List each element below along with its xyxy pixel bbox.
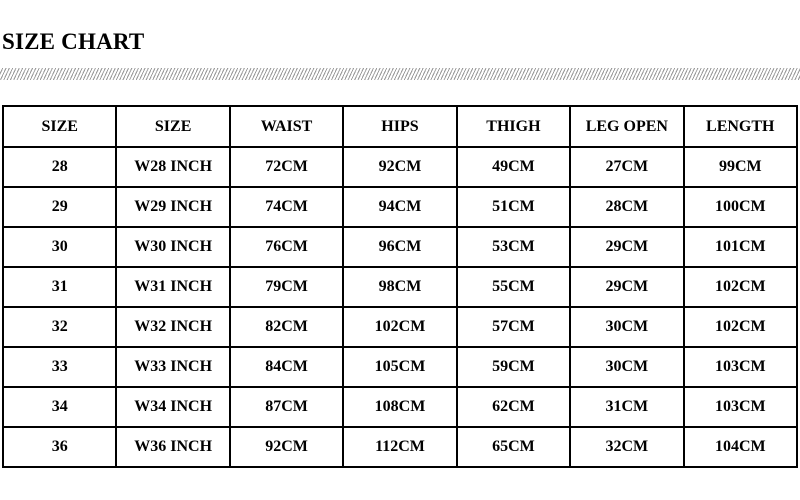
table-cell: 101CM <box>684 227 797 267</box>
table-cell: 33 <box>3 347 116 387</box>
table-header-row <box>3 106 797 147</box>
header-cell: SIZE <box>116 106 229 147</box>
table-cell: 36 <box>3 427 116 467</box>
table-cell: 92CM <box>230 427 343 467</box>
table-cell: 112CM <box>343 427 456 467</box>
table-row <box>3 307 797 347</box>
header-cell: LEG OPEN <box>570 106 683 147</box>
header-cell: SIZE <box>3 106 116 147</box>
hatched-divider <box>0 68 800 80</box>
table-cell: W33 INCH <box>116 347 229 387</box>
table-cell: 32CM <box>570 427 683 467</box>
table-row <box>3 427 797 467</box>
table-cell: 103CM <box>684 347 797 387</box>
table-cell: 59CM <box>457 347 570 387</box>
table-cell: 92CM <box>343 147 456 187</box>
table-cell: W31 INCH <box>116 267 229 307</box>
table-cell: 53CM <box>457 227 570 267</box>
table-cell: W34 INCH <box>116 387 229 427</box>
header-cell: THIGH <box>457 106 570 147</box>
table-cell: 105CM <box>343 347 456 387</box>
table-row <box>3 347 797 387</box>
table-cell: W36 INCH <box>116 427 229 467</box>
table-cell: 31CM <box>570 387 683 427</box>
table-cell: 102CM <box>684 307 797 347</box>
table-row <box>3 227 797 267</box>
table-cell: W32 INCH <box>116 307 229 347</box>
table-cell: 87CM <box>230 387 343 427</box>
table-cell: 28 <box>3 147 116 187</box>
table-cell: 72CM <box>230 147 343 187</box>
table-cell: 29CM <box>570 267 683 307</box>
table-cell: 108CM <box>343 387 456 427</box>
table-cell: 84CM <box>230 347 343 387</box>
table-cell: 51CM <box>457 187 570 227</box>
table-cell: 30 <box>3 227 116 267</box>
table-row <box>3 387 797 427</box>
table-cell: W28 INCH <box>116 147 229 187</box>
table-cell: 57CM <box>457 307 570 347</box>
table-cell: W29 INCH <box>116 187 229 227</box>
table-cell: 29 <box>3 187 116 227</box>
table-cell: 94CM <box>343 187 456 227</box>
table-row <box>3 187 797 227</box>
table-cell: 28CM <box>570 187 683 227</box>
table-cell: 62CM <box>457 387 570 427</box>
table-cell: 102CM <box>684 267 797 307</box>
table-cell: 29CM <box>570 227 683 267</box>
table-cell: 103CM <box>684 387 797 427</box>
table-cell: 32 <box>3 307 116 347</box>
table-cell: 76CM <box>230 227 343 267</box>
table-cell: 34 <box>3 387 116 427</box>
table-cell: 102CM <box>343 307 456 347</box>
table-cell: 65CM <box>457 427 570 467</box>
size-chart-table <box>2 105 798 468</box>
table-cell: 49CM <box>457 147 570 187</box>
table-cell: 104CM <box>684 427 797 467</box>
table-cell: 82CM <box>230 307 343 347</box>
header-cell: HIPS <box>343 106 456 147</box>
table-cell: 55CM <box>457 267 570 307</box>
table-cell: 100CM <box>684 187 797 227</box>
table-row <box>3 147 797 187</box>
table-row <box>3 267 797 307</box>
header-cell: WAIST <box>230 106 343 147</box>
table-cell: 79CM <box>230 267 343 307</box>
table-cell: 98CM <box>343 267 456 307</box>
table-cell: 27CM <box>570 147 683 187</box>
table-cell: 96CM <box>343 227 456 267</box>
header-cell: LENGTH <box>684 106 797 147</box>
table-cell: 30CM <box>570 347 683 387</box>
page-title: SIZE CHART <box>2 29 145 54</box>
table-cell: 99CM <box>684 147 797 187</box>
table-cell: W30 INCH <box>116 227 229 267</box>
table-cell: 74CM <box>230 187 343 227</box>
table-cell: 30CM <box>570 307 683 347</box>
table-cell: 31 <box>3 267 116 307</box>
